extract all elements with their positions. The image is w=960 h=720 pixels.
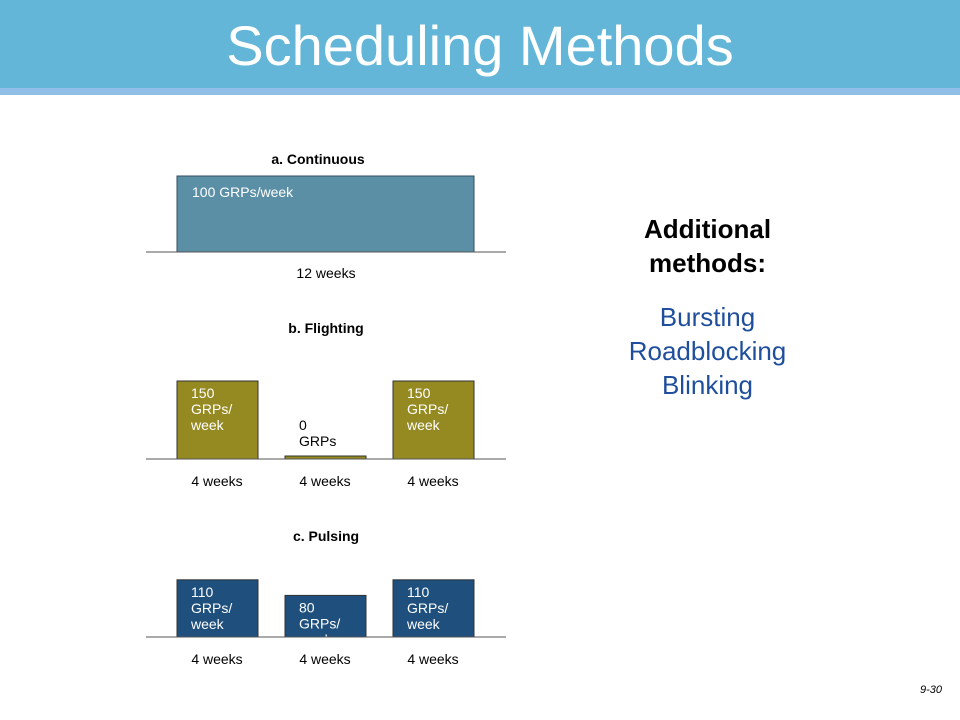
flighting-duration: 4 weeks	[299, 473, 351, 489]
method-item: Bursting	[659, 302, 756, 332]
pulsing-heading: c. Pulsing	[292, 528, 360, 544]
pulsing-bar-label: 80	[299, 599, 315, 616]
pulsing-bar-label: 110	[407, 583, 430, 600]
flighting-bar-label: 150	[407, 385, 431, 401]
flighting-heading: b. Flighting	[288, 320, 364, 336]
slide-title: Scheduling Methods	[226, 14, 734, 77]
pulsing-duration: 4 weeks	[191, 651, 243, 667]
pulsing-bar-label: GRPs/	[299, 615, 341, 632]
flighting-bar-label: week	[191, 417, 224, 433]
flighting-bar-label: GRPs/	[191, 401, 233, 417]
additional-methods-list	[600, 300, 815, 402]
method-item: Roadblocking	[628, 336, 787, 366]
flighting-bar-label: GRPs	[299, 433, 337, 449]
flighting-bar-label: 0	[299, 417, 307, 433]
flighting-duration: 4 weeks	[407, 473, 459, 489]
pulsing-bar-label: GRPs/	[191, 599, 233, 616]
flighting-duration: 4 weeks	[191, 473, 243, 489]
flighting-bar-label: week	[407, 417, 440, 433]
additional-methods-heading: Additional methods:	[643, 214, 772, 278]
pulsing-bar-label: week	[407, 615, 440, 632]
pulsing-duration: 4 weeks	[299, 651, 351, 667]
pulsing-bar-label: 110	[191, 583, 214, 600]
additional-methods	[600, 212, 815, 402]
pulsing-bar-label: week	[191, 615, 224, 632]
flighting-bar-label: 150	[191, 385, 215, 401]
page-number: 9-30	[919, 684, 942, 696]
continuous-bar-label: 100 GRPs/week	[192, 184, 294, 200]
method-item: Blinking	[661, 370, 754, 400]
pulsing-bar-label: GRPs/	[407, 599, 449, 616]
continuous-duration: 12 weeks	[296, 265, 356, 281]
pulsing-bar-label: week	[299, 631, 332, 648]
continuous-heading: a. Continuous	[271, 151, 365, 167]
flighting-bar-label: GRPs/	[407, 401, 449, 417]
pulsing-duration: 4 weeks	[407, 651, 459, 667]
